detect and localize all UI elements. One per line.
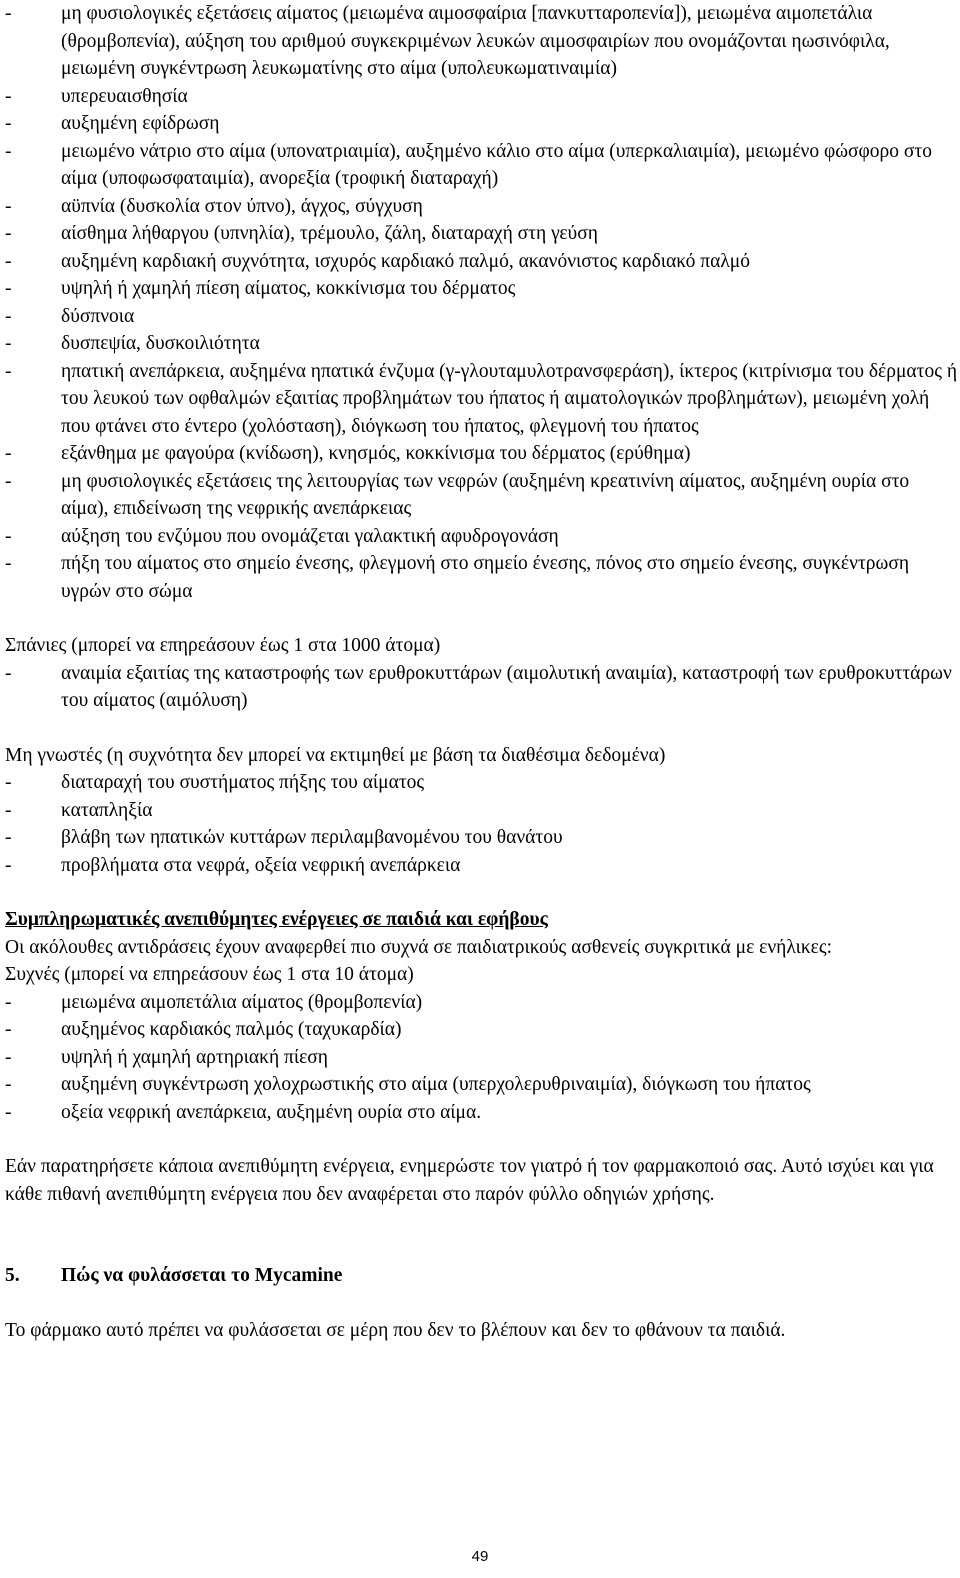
- bullet-dash: -: [5, 1074, 12, 1095]
- list-item: [0, 303, 960, 331]
- unknown-heading: Μη γνωστές (η συχνότητα δεν μπορεί να εκτιμηθεί με βάση τα διαθέσιμα δεδομένα): [5, 744, 666, 766]
- list-item: [0, 1071, 960, 1099]
- rare-heading: Σπάνιες (μπορεί να επηρεάσουν έως 1 στα 1000 άτομα): [5, 635, 441, 656]
- bullet-dash: -: [5, 1046, 12, 1068]
- list-item: [0, 440, 960, 468]
- list-item-text: αυξημένη εφίδρωση: [61, 113, 220, 134]
- list-item-text: καταπληξία: [61, 799, 153, 821]
- bullet-dash: -: [5, 278, 12, 299]
- bullet-dash: -: [5, 1101, 12, 1123]
- bullet-dash: -: [5, 443, 12, 464]
- list-item: [0, 220, 960, 248]
- list-item-text: αϋπνία (δυσκολία στον ύπνο), άγχος, σύγχυση: [61, 195, 423, 217]
- bullet-dash: -: [5, 525, 12, 547]
- list-item-text: βλάβη των ηπατικών κυττάρων περιλαμβανομένου του θανάτου: [61, 827, 563, 848]
- section-heading: [0, 1262, 960, 1290]
- list-item-text: δυσπεψία, δυσκοιλιότητα: [61, 333, 260, 354]
- bullet-dash: -: [5, 140, 12, 162]
- bullet-dash: -: [5, 250, 12, 272]
- list-item-text: αυξημένη συγκέντρωση χολοχρωστικής στο αίμα (υπερχολερυθριναιμία), διόγκωση του ήπατος: [61, 1074, 811, 1095]
- list-item-text: αυξημένη καρδιακή συχνότητα, ισχυρός καρδιακό παλμό, ακανόνιστος καρδιακό παλμό: [61, 250, 750, 272]
- list-item: [0, 1016, 960, 1044]
- bullet-dash: -: [5, 470, 12, 492]
- list-item-text: οξεία νεφρική ανεπάρκεια, αυξημένη ουρία στο αίμα.: [61, 1101, 482, 1123]
- rare-effects-list: [0, 660, 960, 715]
- list-item-text: μειωμένα αιμοπετάλια αίματος (θρομβοπενία): [61, 991, 423, 1013]
- list-item: [0, 550, 960, 605]
- list-item: [0, 0, 960, 83]
- children-intro: Οι ακόλουθες αντιδράσεις έχουν αναφερθεί πιο συχνά σε παιδιατρικούς ασθενείς συγκριτικά με ενήλικες:: [5, 936, 832, 958]
- list-item: [0, 330, 960, 358]
- storage-paragraph: Το φάρμακο αυτό πρέπει να φυλάσσεται σε μέρη που δεν το βλέπουν και δεν το φθάνουν τα παιδιά.: [5, 1319, 786, 1341]
- list-item: [0, 1044, 960, 1072]
- list-item: [0, 523, 960, 551]
- list-item-text: υψηλή ή χαμηλή πίεση αίματος, κοκκίνισμα του δέρματος: [61, 278, 516, 299]
- list-item: [0, 769, 960, 797]
- list-item-text: υπερευαισθησία: [61, 85, 188, 107]
- bullet-dash: -: [5, 991, 12, 1013]
- bullet-dash: -: [5, 85, 12, 107]
- children-heading: Συμπληρωματικές ανεπιθύμητες ενέργειες σε παιδιά και εφήβους: [5, 909, 548, 930]
- list-item-text: εξάνθημα με φαγούρα (κνίδωση), κνησμός, κοκκίνισμα του δέρματος (ερύθημα): [61, 443, 691, 464]
- bullet-dash: -: [5, 799, 12, 821]
- side-effects-list: [0, 0, 960, 605]
- list-item: [0, 852, 960, 880]
- list-item: [0, 468, 960, 523]
- list-item-text: ηπατική ανεπάρκεια, αυξημένα ηπατικά ένζυμα (γ-γλουταμυλοτρανσφεράση), ίκτερος (κιτρίνισμα του δέρματος ή του λευκού των οφθαλμών εξαιτίας προβλημάτων του ήπατος ή αιματολογικών προβλημάτων), μειωμένη χολή που φτάνει στο έντερο (χολόσταση), διόγκωση του ήπατος, φλεγμονή του ήπατος: [61, 360, 958, 437]
- list-item: [0, 275, 960, 303]
- unknown-effects-list: [0, 769, 960, 879]
- section-title: Πώς να φυλάσσεται το Mycamine: [61, 1265, 343, 1286]
- list-item: [0, 989, 960, 1017]
- list-item: [0, 193, 960, 221]
- page-number: 49: [471, 1548, 489, 1565]
- list-item: [0, 824, 960, 852]
- list-item-text: μη φυσιολογικές εξετάσεις αίματος (μειωμένα αιμοσφαίρια [πανκυτταροπενία]), μειωμένα αιμοπετάλια (θρομβοπενία), αύξηση του αριθμού συγκεκριμένων λευκών αιμοσφαιρίων που ονομάζονται ηωσινόφιλα, μειωμένη συγκέντρωση λευκωματίνης στο αίμα (υπολευκωματιναιμία): [61, 3, 890, 79]
- notice-paragraph: Εάν παρατηρήσετε κάποια ανεπιθύμητη ενέργεια, ενημερώστε τον γιατρό ή τον φαρμακοποιό σας. Αυτό ισχύει και για κάθε πιθανή ανεπιθύμητη ενέργεια που δεν αναφέρεται στο παρόν φύλλο οδηγιών χρήσης.: [5, 1156, 934, 1205]
- bullet-dash: -: [5, 223, 12, 244]
- list-item-text: αναιμία εξαιτίας της καταστροφής των ερυθροκυττάρων (αιμολυτική αναιμία), καταστροφή των ερυθροκυττάρων του αίματος (αιμόλυση): [61, 662, 952, 711]
- list-item-text: αυξημένος καρδιακός παλμός (ταχυκαρδία): [61, 1019, 402, 1040]
- bullet-dash: -: [5, 333, 12, 354]
- list-item: [0, 83, 960, 111]
- list-item-text: διαταραχή του συστήματος πήξης του αίματος: [61, 772, 425, 793]
- list-item: [0, 660, 960, 715]
- bullet-dash: -: [5, 854, 12, 876]
- list-item: [0, 110, 960, 138]
- common-heading: Συχνές (μπορεί να επηρεάσουν έως 1 στα 10 άτομα): [5, 964, 414, 985]
- list-item-text: δύσπνοια: [61, 305, 135, 327]
- bullet-dash: -: [5, 662, 12, 684]
- list-item: [0, 248, 960, 276]
- bullet-dash: -: [5, 195, 12, 217]
- list-item-text: αύξηση του ενζύμου που ονομάζεται γαλακτική αφυδρογονάση: [61, 525, 559, 547]
- list-item-text: προβλήματα στα νεφρά, οξεία νεφρική ανεπάρκεια: [61, 854, 461, 876]
- bullet-dash: -: [5, 3, 12, 24]
- section-number: 5.: [5, 1265, 20, 1286]
- list-item: [0, 138, 960, 193]
- list-item: [0, 358, 960, 441]
- list-item: [0, 1099, 960, 1127]
- bullet-dash: -: [5, 827, 12, 848]
- list-item-text: μη φυσιολογικές εξετάσεις της λειτουργίας των νεφρών (αυξημένη κρεατινίνη αίματος, αυξημένη ουρία στο αίμα), επιδείνωση της νεφρικής ανεπάρκειας: [61, 470, 910, 519]
- list-item-text: μειωμένο νάτριο στο αίμα (υπονατριαιμία), αυξημένο κάλιο στο αίμα (υπερκαλιαιμία), μειωμένο φώσφορο στο αίμα (υποφωσφαταιμία), ανορεξία (τροφική διαταραχή): [61, 140, 933, 189]
- bullet-dash: -: [5, 553, 12, 574]
- list-item-text: αίσθημα λήθαργου (υπνηλία), τρέμουλο, ζάλη, διαταραχή στη γεύση: [61, 223, 598, 244]
- bullet-dash: -: [5, 772, 12, 793]
- children-effects-list: [0, 989, 960, 1127]
- bullet-dash: -: [5, 360, 12, 382]
- bullet-dash: -: [5, 305, 12, 327]
- list-item-text: υψηλή ή χαμηλή αρτηριακή πίεση: [61, 1046, 329, 1068]
- list-item-text: πήξη του αίματος στο σημείο ένεσης, φλεγμονή στο σημείο ένεσης, πόνος στο σημείο ένεσης, συγκέντρωση υγρών στο σώμα: [61, 553, 910, 602]
- bullet-dash: -: [5, 1019, 12, 1040]
- list-item: [0, 797, 960, 825]
- bullet-dash: -: [5, 113, 12, 134]
